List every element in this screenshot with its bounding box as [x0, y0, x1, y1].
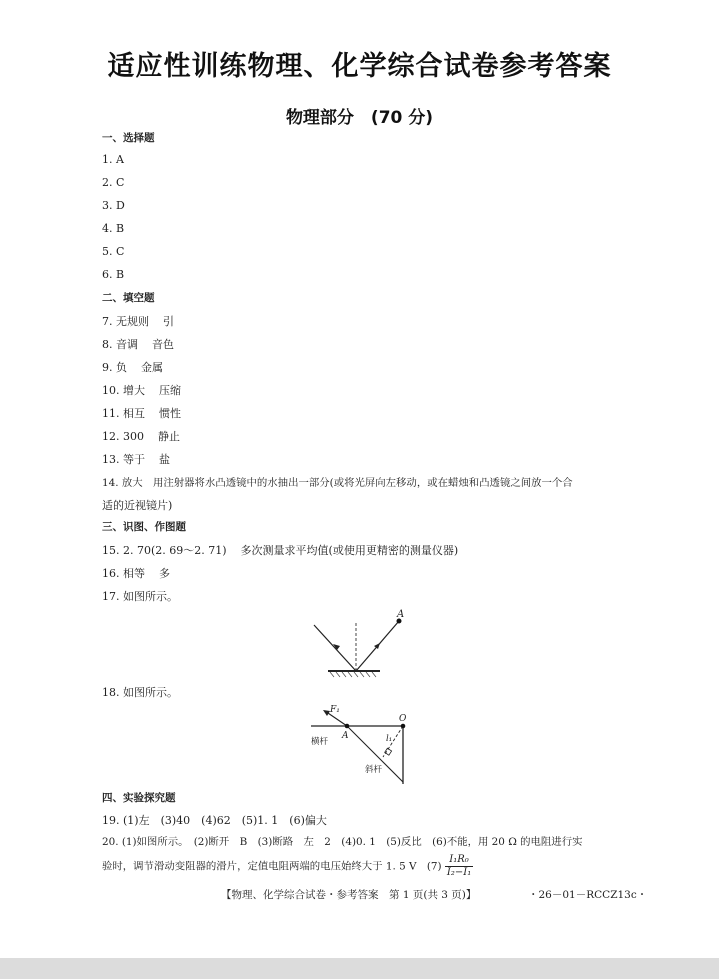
answer-part: 压缩 — [159, 384, 181, 397]
incident-ray — [314, 625, 356, 671]
answer-part: 引 — [163, 315, 174, 328]
formula-fraction — [445, 854, 473, 879]
section-heading-diagram: 三、识图、作图题 — [102, 521, 186, 533]
answer-line: 20. (1)如图所示。 (2)断开 B (3)断路 左 2 (4)0. 1 (5)反比 (6)不能，用 20 Ω 的电阻进行实 — [102, 836, 583, 848]
answer-line-continued — [102, 854, 473, 879]
answer-line: 17. 如图所示。 — [102, 590, 178, 603]
answer-part: 盐 — [159, 453, 170, 466]
answer-line: 3. D — [102, 199, 125, 212]
answer-part: 音色 — [152, 338, 174, 351]
answer-part: 9. 负 — [102, 361, 127, 374]
answer-part: 12. 300 — [102, 430, 144, 443]
answer-part: 7. 无规则 — [102, 315, 149, 328]
page-title: 适应性训练物理、化学综合试卷参考答案 — [107, 51, 612, 82]
horizontal-bar-label: 横杆 — [311, 737, 329, 747]
page-footer: 【物理、化学综合试卷・参考答案 第 1 页(共 3 页)】 — [221, 889, 477, 901]
answer-part: 惯性 — [159, 407, 181, 420]
force-arrow — [323, 710, 330, 716]
answer-line: 1. A — [102, 153, 124, 166]
answer-part: 验时，调节滑动变阻器的滑片，定值电阻两端的电压始终大于 1. 5 V (7) — [102, 860, 442, 873]
pivot-label: O — [399, 714, 407, 724]
answer-line — [102, 451, 170, 467]
answer-part: 金属 — [141, 361, 163, 374]
force-label: F₁ — [330, 705, 340, 715]
point-a-label: A — [342, 731, 349, 741]
pivot-o — [401, 724, 406, 729]
fraction-denominator: I₂−I₁ — [446, 867, 472, 878]
answer-line — [102, 313, 174, 329]
lever-diagram — [305, 700, 420, 790]
mirror-hatching — [330, 672, 376, 677]
answer-part: 13. 等于 — [102, 453, 145, 466]
answer-line — [102, 382, 181, 398]
paper-code: ・26－01－RCCZ13c・ — [528, 889, 648, 901]
answer-part: 多 — [159, 567, 170, 580]
answer-line — [102, 565, 170, 581]
answer-line — [102, 405, 181, 421]
answer-line — [102, 542, 458, 558]
answer-line — [102, 359, 163, 375]
answer-line — [102, 336, 174, 352]
answer-line: 4. B — [102, 222, 125, 235]
answer-part: 16. 相等 — [102, 567, 145, 580]
fraction-numerator: I₁R₀ — [445, 854, 473, 867]
reflection-diagram — [300, 605, 420, 680]
answer-part: 静止 — [158, 430, 180, 443]
reflected-arrow — [374, 643, 380, 649]
inclined-bar-label: 斜杆 — [365, 765, 383, 775]
answer-line — [102, 428, 180, 444]
point-a — [345, 724, 350, 729]
answer-line-continued: 适的近视镜片) — [102, 499, 173, 512]
section-heading-fill: 二、填空题 — [102, 292, 155, 304]
answer-part: 15. 2. 70(2. 69～2. 71) — [102, 544, 227, 557]
lever-arm-label: l₁ — [386, 734, 393, 744]
answer-line: 6. B — [102, 268, 125, 281]
answer-part: 多次测量求平均值(或使用更精密的测量仪器) — [240, 544, 459, 557]
answer-part: 10. 增大 — [102, 384, 145, 397]
section-heading-experiment: 四、实验探究题 — [102, 792, 176, 804]
bottom-band — [0, 958, 719, 979]
answer-line: 2. C — [102, 176, 125, 189]
answer-line: 5. C — [102, 245, 125, 258]
section-heading-choice: 一、选择题 — [102, 132, 155, 144]
answer-line: 19. (1)左 (3)40 (4)62 (5)1. 1 (6)偏大 — [102, 814, 327, 827]
answer-line: 14. 放大 用注射器将水凸透镜中的水抽出一部分(或将光屏向左移动，或在蜡烛和凸透镜之间放一个合 — [102, 477, 573, 489]
section-subtitle: 物理部分 (70 分) — [285, 108, 434, 128]
answer-part: 11. 相互 — [102, 407, 145, 420]
answer-line: 18. 如图所示。 — [102, 686, 178, 699]
answer-part: 8. 音调 — [102, 338, 138, 351]
point-a-label: A — [397, 609, 405, 620]
